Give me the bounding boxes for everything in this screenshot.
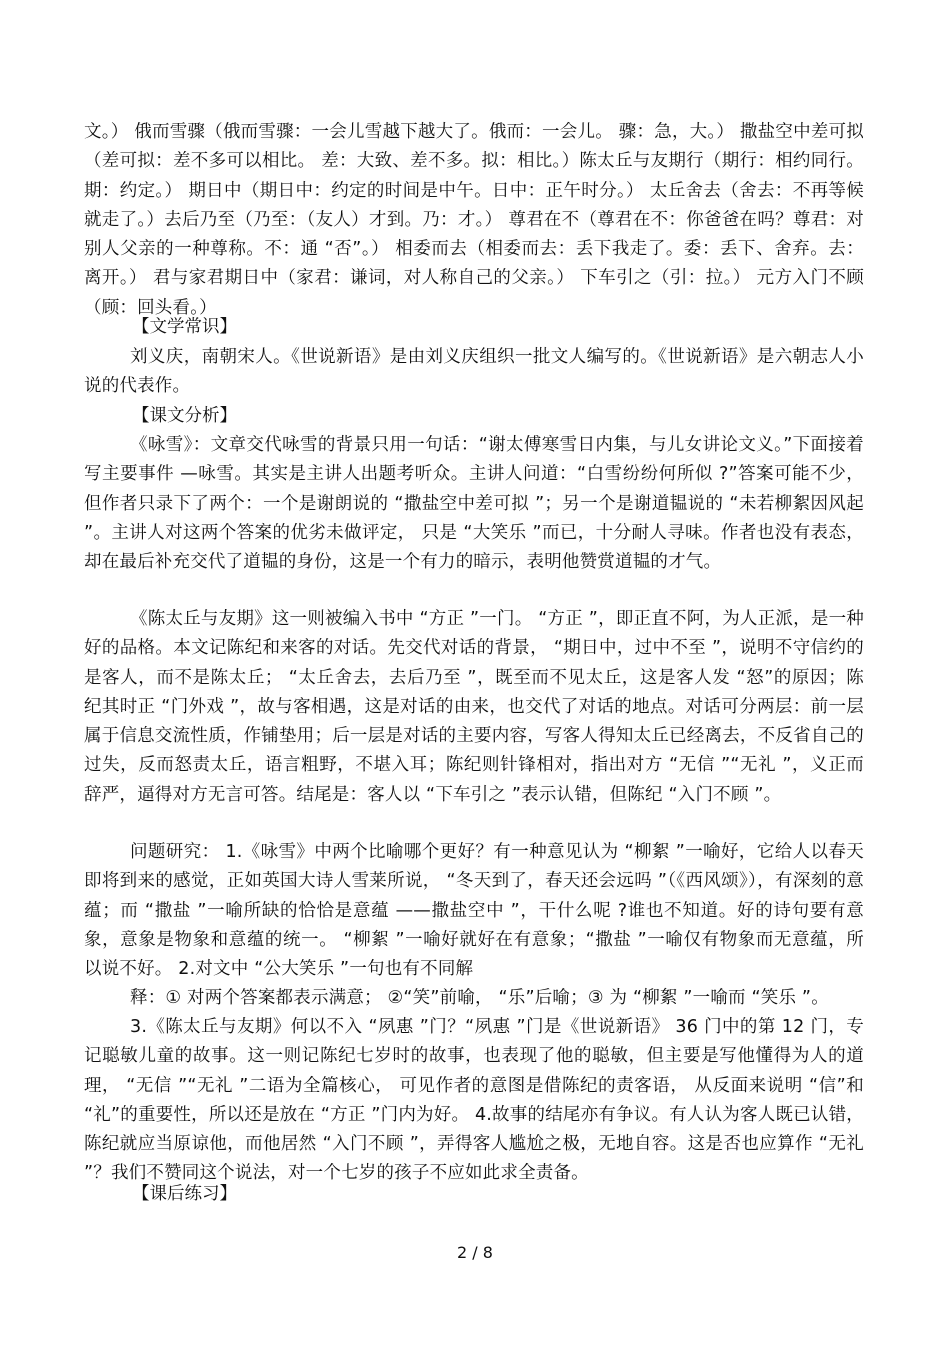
- chentaiqiu-analysis-paragraph: 《陈太丘与友期》这一则被编入书中 “方正 ”一门。 “方正 ”，即正直不阿，为人正派，是一种好的品格。本文记陈纪和来客的对话。先交代对话的背景， “期日中，过中不至 ”，说明不守信约的是客人，而不是陈太丘； “太丘舍去，去后乃至 ”，既至而不见太丘，这是客人发 “怒”的原因；陈纪其时正 “门外戏 ”，故与客相遇，这是对话的由来，也交代了对话的地点。对话可分两层：前一层属于信息交流性质，作铺垫用；后一层是对话的主要内容，写客人得知太丘已经离去，不反省自己的过失，反而怒责太丘，语言粗野，不堪入耳；陈纪则针锋相对，指出对方 “无信 ”“无礼 ”，义正而辞严，逼得对方无言可答。结尾是：客人以 “下车引之 ”表示认错，但陈纪 “入门不顾 ”。: [84, 609, 864, 805]
- heading-exercises: 【课后练习】: [132, 1184, 237, 1204]
- literary-knowledge-paragraph: 刘义庆，南朝宋人。《世说新语》是由刘义庆组织一批文人编写的。《世说新语》是六朝志人小说的代表作。: [84, 347, 864, 397]
- annotation-paragraph: 文。） 俄而雪骤（俄而雪骤：一会儿雪越下越大了。俄而：一会儿。 骤：急，大。） 撒盐空中差可拟（差可拟：差不多可以相比。 差：大致、差不多。拟：相比。）陈太丘与友期行（期行：相约同行。 期：约定。） 期日中（期日中：约定的时间是中午。日中：正午时分。） 太丘舍去（舍去：不再等候就走了。）去后乃至（乃至：（友人）才到。乃：才。） 尊君在不（尊君在不：你爸爸在吗？尊君：对别人父亲的一种尊称。不：通 “否”。） 相委而去（相委而去：丢下我走了。委：丢下、舍弃。去：离开。） 君与家君期日中（家君：谦词，对人称自己的父亲。） 下车引之（引：拉。） 元方入门不顾（顾：回头看。）: [84, 122, 864, 318]
- yongxue-analysis-paragraph: 《咏雪》：文章交代咏雪的背景只用一句话：“谢太傅寒雪日内集，与儿女讲论文义。”下面接着写主要事件 —咏雪。其实是主讲人出题考听众。主讲人问道：“白雪纷纷何所似 ?”答案可能不少，但作者只录下了两个：一个是谢朗说的 “撒盐空中差可拟 ”；另一个是谢道韫说的 “未若柳絮因风起 ”。主讲人对这两个答案的优劣未做评定， 只是 “大笑乐 ”而已，十分耐人寻味。作者也没有表态，却在最后补充交代了道韫的身份，这是一个有力的暗示，表明他赞赏道韫的才气。: [84, 435, 864, 573]
- question-research-paragraph: 问题研究： 1.《咏雪》中两个比喻哪个更好？有一种意见认为 “柳絮 ”一喻好，它给人以春天即将到来的感觉，正如英国大诗人雪莱所说， “冬天到了，春天还会远吗 ”（《西风颂》），有深刻的意蕴；而 “撒盐 ”一喻所缺的恰恰是意蕴 ——撒盐空中 ”，干什么呢 ?谁也不知道。好的诗句要有意象，意象是物象和意蕴的统一。 “柳絮 ”一喻好就好在有意象；“撒盐 ”一喻仅有物象而无意蕴，所以说不好。 2.对文中 “公大笑乐 ”一句也有不同解: [84, 842, 864, 980]
- question-explanation-paragraph: 释：① 对两个答案都表示满意； ②“笑”前喻， “乐”后喻；③ 为 “柳絮 ”一喻而 “笑乐 ”。: [130, 988, 829, 1008]
- heading-literary-knowledge: 【文学常识】: [132, 317, 237, 337]
- question-3-4-paragraph: 3.《陈太丘与友期》何以不入 “夙惠 ”门？“夙惠 ”门是《世说新语》 36 门中的第 12 门，专记聪敏儿童的故事。这一则记陈纪七岁时的故事，也表现了他的聪敏，但主要是写他懂得为人的道理， “无信 ”“无礼 ”二语为全篇核心， 可见作者的意图是借陈纪的责客语， 从反面来说明 “信”和 “礼”的重要性，所以还是放在 “方正 ”门内为好。 4.故事的结尾亦有争议。有人认为客人既已认错，陈纪就应当原谅他，而他居然 “入门不顾 ”，弄得客人尴尬之极，无地自容。这是否也应算作 “无礼 ”？我们不赞同这个说法，对一个七岁的孩子不应如此求全责备。: [84, 1017, 864, 1184]
- heading-text-analysis: 【课文分析】: [132, 406, 237, 426]
- page-number: 2 / 8: [457, 1243, 493, 1262]
